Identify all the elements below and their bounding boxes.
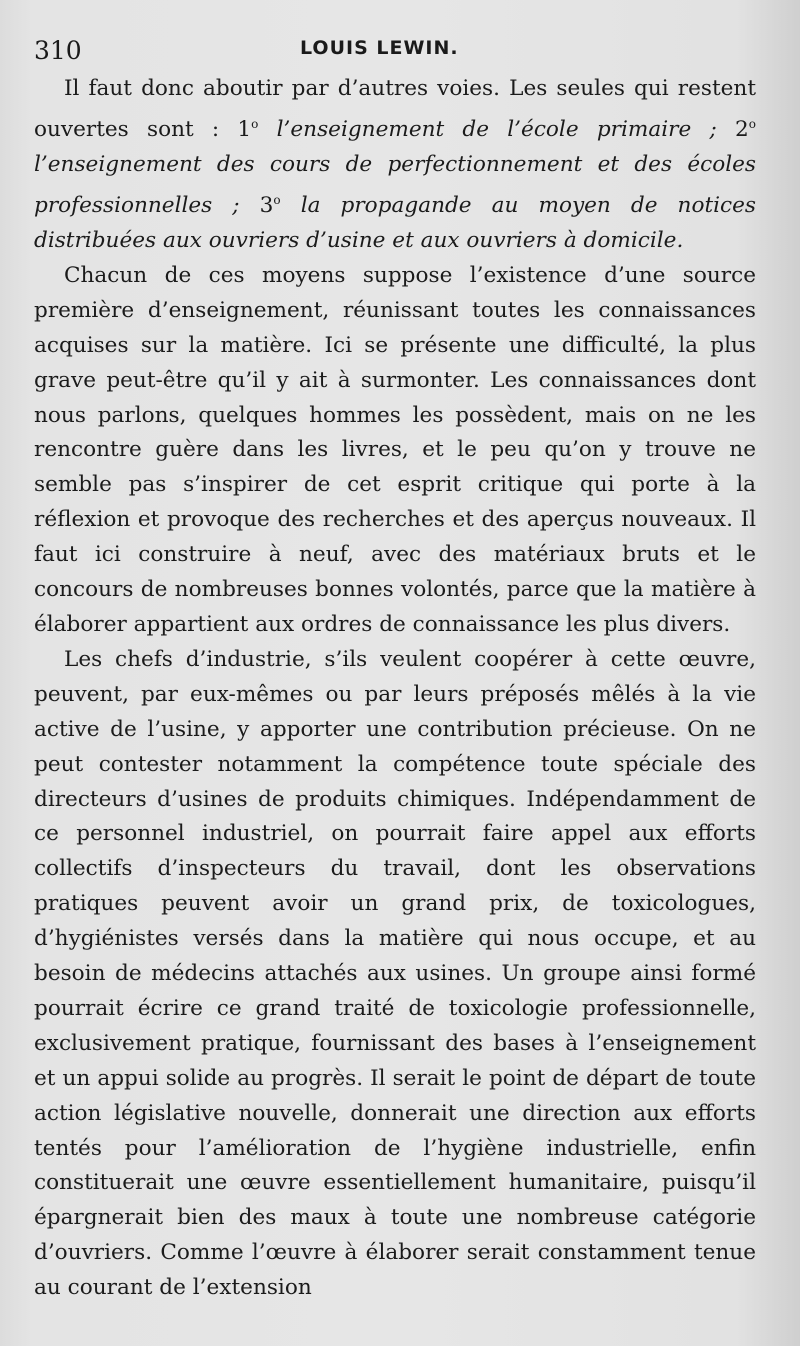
body-text [34, 72, 756, 1306]
p1-item-1: l’enseignement de l’école primaire ; [276, 117, 736, 143]
paragraph-1 [34, 72, 756, 259]
paragraph-2: Chacun de ces moyens suppose l’existence d’une source première d’enseignement, réunissant toutes les connaissances acquises sur la matière. Ici se présente une difficulté, la plus grave peut-être qu’il y ait à surmonter. Les connaissances dont nous parlons, quelques hommes les possèdent, mais on ne les rencontre guère dans les livres, et le peu qu’on y trouve ne semble pas s’inspirer de cet esprit critique qui porte à la réflexion et provoque des recherches et des aperçus nouveaux. Il faut ici construire à neuf, avec des matériaux bruts et le concours de nombreuses bonnes volontés, parce que la matière à élaborer appartient aux ordres de connaissance les plus divers. [34, 262, 756, 637]
paragraph-3: Les chefs d’industrie, s’ils veulent coopérer à cette œuvre, peuvent, par eux-mêmes ou par leurs préposés mêlés à la vie active de l’usine, y apporter une contribution précieuse. On ne peut contester notamment la compétence toute spéciale des directeurs d’usines de produits chimiques. Indépendamment de ce personnel industriel, on pourrait faire appel aux efforts collectifs d’inspecteurs du travail, dont les observations pratiques peuvent avoir un grand prix, de toxicologues, d’hygiénistes versés dans la matière qui nous occupe, et au besoin de médecins attachés aux usines. Un groupe ainsi formé pourrait écrire ce grand traité de toxicologie professionnelle, exclusivement pratique, fournissant des bases à l’enseignement et un appui solide au progrès. Il serait le point de départ de toute action législative nouvelle, donnerait une direction aux efforts tentés pour l’amélioration de l’hygiène industrielle, enfin constituerait une œuvre essentiellement humanitaire, puisqu’il épargnerait bien des maux à toute une nombreuse catégorie d’ouvriers. Comme l’œuvre à élaborer serait constamment tenue au courant de l’extension [34, 646, 756, 1301]
page-number: 310 [34, 36, 82, 65]
p1-ordinal-2: o [748, 116, 756, 131]
page-header [34, 30, 754, 66]
p1-item-2: l’enseignement des cours de perfectionnement et des écoles professionnelles ; [34, 152, 756, 219]
p1-num-3: 3 [259, 193, 274, 219]
running-title: LOUIS LEWIN. [300, 37, 459, 59]
p1-ordinal-3: o [273, 192, 281, 207]
p1-intro: Il faut donc aboutir par d’autres voies. Les seules qui restent ouvertes sont : 1 [34, 76, 756, 143]
p1-num-2: 2 [735, 117, 749, 143]
p1-item-3: la propagande au moyen de notices distribuées aux ouvriers d’usine et aux ouvriers à domicile. [34, 193, 756, 253]
p1-ordinal-1: o [251, 116, 259, 131]
